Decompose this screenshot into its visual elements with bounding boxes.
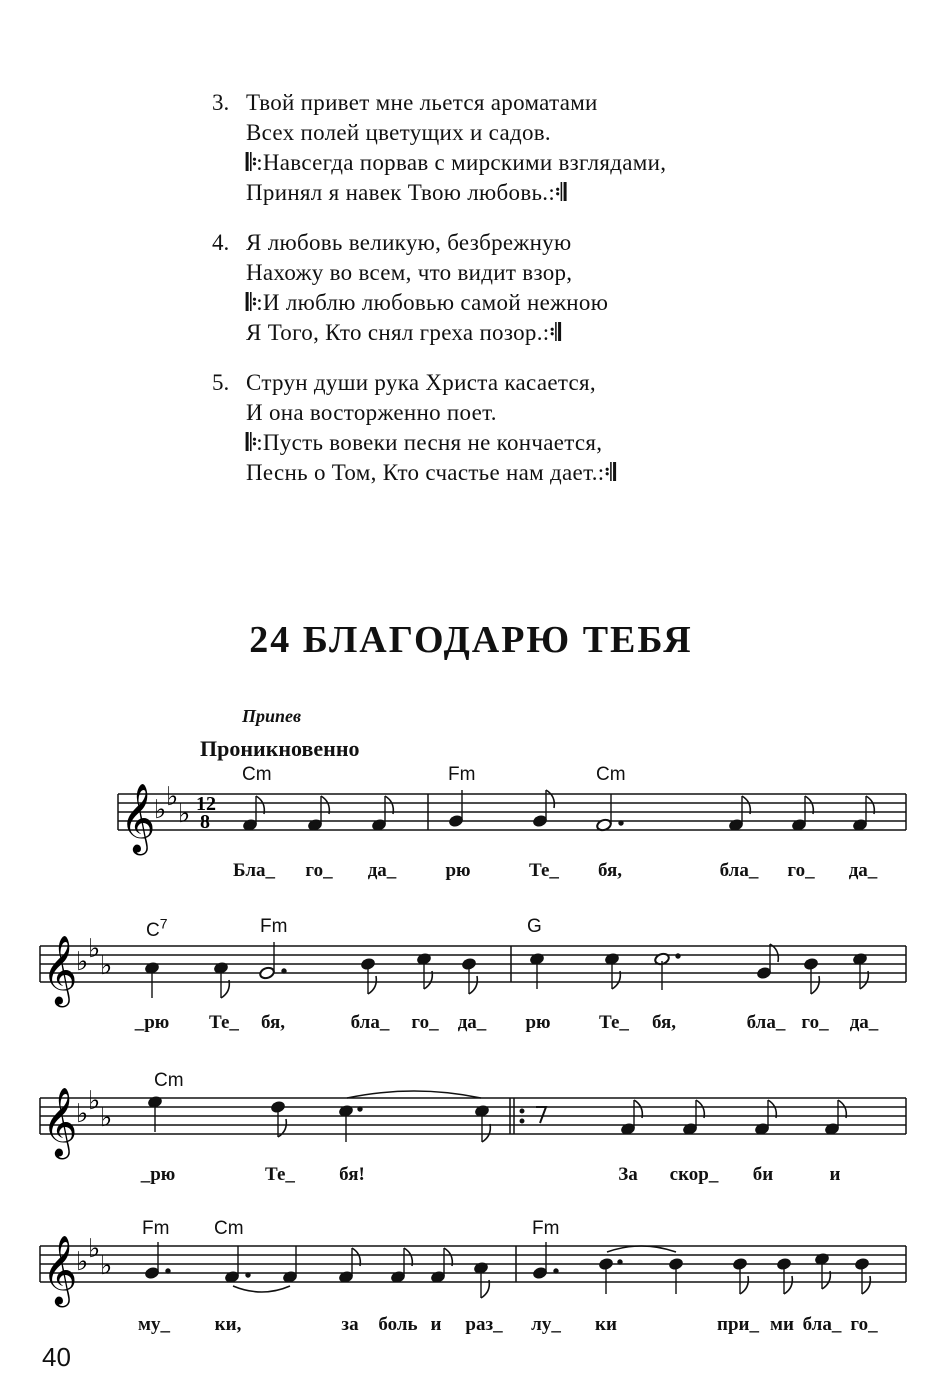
lyric-syllable: го_ [850, 1314, 878, 1335]
lyric-syllable: скор_ [669, 1164, 719, 1185]
section-label: Припев [242, 706, 302, 726]
lyric-syllable: ки, [214, 1314, 242, 1335]
verse-line-repeat-end: Принял я навек Твою любовь.:𝄇 [246, 180, 566, 205]
verse-line: Струн души рука Христа касается, [246, 370, 596, 395]
lyric-syllable: Те_ [265, 1164, 295, 1185]
staff-lines [118, 794, 906, 830]
notes [144, 942, 868, 998]
verse-line: Я любовь великую, безбрежную [246, 230, 572, 255]
verse-line: И она восторженно поет. [246, 400, 497, 425]
tie [233, 1286, 290, 1292]
notes [144, 1242, 870, 1298]
verse-line-repeat-end: Я Того, Кто снял греха позор.:𝄇 [246, 320, 560, 345]
chord-symbol: Cm [214, 1218, 244, 1239]
flat-icon: ♭ [76, 1247, 89, 1277]
flat-icon: ♭ [166, 782, 179, 812]
lyric-syllable: да_ [367, 860, 397, 881]
lyric-syllable: го_ [801, 1012, 829, 1033]
treble-clef-icon: 𝄞 [42, 935, 78, 1005]
repeat-start-icon: 𝄆 [246, 430, 257, 455]
lyric-syllable: Те_ [209, 1012, 239, 1033]
page-number: 40 [42, 1342, 71, 1372]
treble-clef-icon: 𝄞 [42, 1235, 78, 1305]
flat-icon: ♭ [88, 1234, 101, 1264]
chord-symbol: Fm [142, 1218, 170, 1239]
verse-line: Нахожу во всем, что видит взор, [246, 260, 573, 285]
tie [347, 1091, 481, 1098]
chord-symbol: Cm [242, 764, 272, 785]
flat-icon: ♭ [100, 1103, 113, 1133]
lyric-syllable: _рю [140, 1164, 176, 1185]
song-title-text: БЛАГОДАРЮ ТЕБЯ [302, 619, 693, 661]
verse-3 [212, 88, 852, 208]
notes [242, 790, 874, 832]
lyric-syllable: бла_ [719, 860, 759, 881]
verse-5 [212, 368, 852, 488]
chord-symbol: Fm [532, 1218, 560, 1239]
lyric-syllable: бла_ [350, 1012, 390, 1033]
verse-number: 3. [212, 90, 230, 115]
time-signature [196, 793, 216, 833]
lyric-syllable: боль [378, 1314, 418, 1335]
lyric-syllable: и [430, 1314, 442, 1335]
verse-line-repeat-start: 𝄆:Пусть вовеки песня не кончается, [246, 430, 603, 455]
repeat-start-icon: 𝄆 [246, 150, 257, 175]
lyric-syllable: раз_ [465, 1314, 503, 1335]
lyric-syllable: бя, [651, 1012, 677, 1033]
verse-line-repeat-start: 𝄆:И люблю любовью самой нежною [246, 290, 609, 315]
lyric-syllable: Те_ [599, 1012, 629, 1033]
lyric-syllable: рю [525, 1012, 551, 1033]
chord-symbol: Cm [154, 1070, 184, 1091]
tie [607, 1246, 676, 1252]
lyric-syllable: бя, [597, 860, 623, 881]
lyric-syllable: го_ [787, 860, 815, 881]
chord-symbol: Fm [260, 916, 288, 937]
repeat-end-icon: 𝄇 [549, 320, 560, 345]
repeat-end-icon: 𝄇 [604, 460, 615, 485]
lyric-syllable: лу_ [531, 1314, 561, 1335]
lyric-syllable: за [341, 1314, 359, 1335]
lyric-syllable: бя, [260, 1012, 286, 1033]
lyric-syllable: Те_ [529, 860, 559, 881]
flat-icon: ♭ [100, 951, 113, 981]
chord-symbol: Fm [448, 764, 476, 785]
svg-text:12: 12 [196, 793, 216, 815]
lyric-syllable: би [752, 1164, 774, 1185]
lyric-syllable: ки [595, 1314, 617, 1335]
verse-number: 4. [212, 230, 230, 255]
music-system-3 [0, 1064, 942, 1194]
lyric-syllable: да_ [457, 1012, 487, 1033]
lyric-syllable: го_ [411, 1012, 439, 1033]
flat-icon: ♭ [76, 1099, 89, 1129]
eighth-rest-icon [536, 1107, 546, 1123]
verse-line: Всех полей цветущих и садов. [246, 120, 551, 145]
treble-clef-icon: 𝄞 [120, 783, 156, 853]
lyric-syllable: бла_ [746, 1012, 786, 1033]
chord-symbol: Cm [596, 764, 626, 785]
lyric-syllable: бя! [339, 1164, 365, 1185]
lyric-syllable: го_ [305, 860, 333, 881]
lyric-syllable: бла_ [802, 1314, 842, 1335]
music-system-1 [0, 760, 942, 890]
lyric-syllable: За [618, 1164, 638, 1185]
svg-text:8: 8 [200, 811, 210, 833]
song-title [0, 618, 942, 662]
lyric-syllable: да_ [848, 860, 878, 881]
flat-icon: ♭ [88, 934, 101, 964]
music-system-2 [0, 912, 942, 1042]
chord-symbol: $C^7$ [146, 916, 168, 942]
repeat-end-icon: 𝄇 [555, 180, 566, 205]
lyric-syllable: рю [445, 860, 471, 881]
repeat-start-icon: 𝄆 [246, 290, 257, 315]
verse-line: Твой привет мне льется ароматами [246, 90, 598, 115]
lyric-syllable: ми [770, 1314, 794, 1335]
lyric-syllable: и [829, 1164, 841, 1185]
verse-4 [212, 228, 852, 348]
flat-icon: ♭ [88, 1086, 101, 1116]
lyric-syllable: Бла_ [233, 860, 275, 881]
flat-icon: ♭ [76, 947, 89, 977]
flat-icon: ♭ [100, 1251, 113, 1281]
verse-number: 5. [212, 370, 230, 395]
verse-line-repeat-start: 𝄆:Навсегда порвав с мирскими взглядами, [246, 150, 667, 175]
verses [212, 88, 852, 508]
lyric-syllable: _рю [134, 1012, 170, 1033]
staff-lines [40, 1246, 906, 1282]
lyric-syllable: да_ [849, 1012, 879, 1033]
chord-symbol: G [527, 916, 542, 937]
tempo-marking: Проникновенно [200, 736, 360, 761]
verse-line-repeat-end: Песнь о Том, Кто счастье нам дает.:𝄇 [246, 460, 615, 485]
song-number: 24 [249, 619, 292, 661]
flat-icon: ♭ [154, 795, 167, 825]
music-system-4 [0, 1212, 942, 1342]
treble-clef-icon: 𝄞 [42, 1087, 78, 1157]
flat-icon: ♭ [178, 799, 191, 829]
lyric-syllable: при_ [717, 1314, 759, 1335]
lyric-syllable: му_ [138, 1314, 170, 1335]
